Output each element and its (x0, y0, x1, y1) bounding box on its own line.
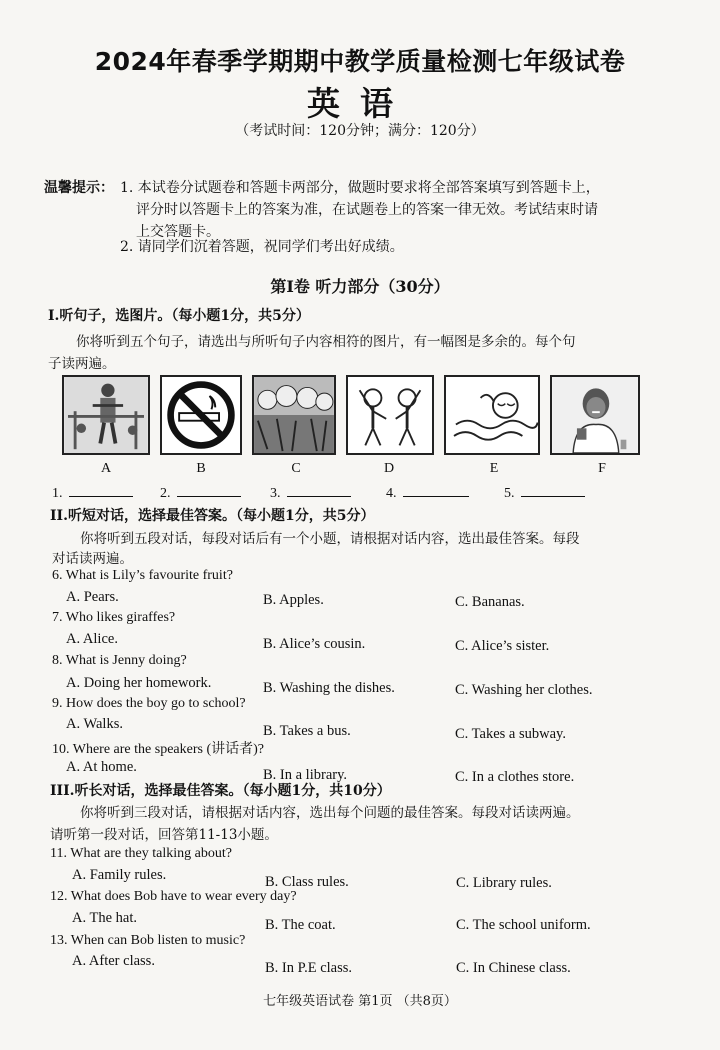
crowd-image (254, 377, 334, 453)
answer-blank[interactable]: 1. (52, 484, 133, 502)
tip-line: 1. 本试卷分试题卷和答题卡两部分，做题时要求将全部答案填写到答题卡上， (120, 180, 600, 196)
option-a[interactable]: A. Family rules. (72, 867, 167, 883)
question-10: 10. Where are the speakers (讲话者)? (52, 742, 264, 757)
people-fence-image (64, 377, 148, 453)
answer-blank[interactable]: 5. (504, 484, 585, 502)
option-b[interactable]: B. The coat. (265, 917, 336, 933)
picture-d (346, 375, 434, 455)
option-c[interactable]: C. In Chinese class. (456, 960, 571, 976)
option-a[interactable]: A. At home. (66, 759, 137, 775)
picture-label: E (489, 461, 499, 476)
picture-label: C (291, 461, 301, 476)
option-b[interactable]: B. Washing the dishes. (263, 680, 395, 696)
exam-meta: （考试时间：120分钟；满分：120分） (235, 123, 485, 139)
option-c[interactable]: C. The school uniform. (456, 917, 591, 933)
option-b[interactable]: B. Class rules. (265, 874, 349, 890)
option-a[interactable]: A. Pears. (66, 589, 119, 605)
part1-heading: I.听句子，选图片。（每小题1分，共5分） (48, 308, 310, 324)
option-c[interactable]: C. Takes a subway. (455, 726, 566, 742)
no-smoking-sign (162, 377, 240, 453)
option-b[interactable]: B. In a library. (263, 767, 348, 783)
picture-label: B (196, 461, 206, 476)
part3-instruction: 你将听到三段对话，请根据对话内容，选出每个问题的最佳答案。每段对话读两遍。 (80, 805, 580, 821)
part1-instruction: 你将听到五个句子，请选出与所听句子内容相符的图片，有一幅图是多余的。每个句 (76, 334, 576, 350)
part1-instruction: 子读两遍。 (48, 356, 116, 372)
picture-e (444, 375, 540, 455)
option-a[interactable]: A. After class. (72, 953, 155, 969)
boy-eating-image (552, 377, 638, 453)
option-a[interactable]: A. Alice. (66, 631, 118, 647)
option-c[interactable]: C. Washing her clothes. (455, 682, 593, 698)
question-13: 13. When can Bob listen to music? (50, 933, 246, 948)
picture-f (550, 375, 640, 455)
picture-b (160, 375, 242, 455)
part3-instruction: 请听第一段对话，回答第11-13小题。 (50, 827, 278, 843)
question-9: 9. How does the boy go to school? (52, 696, 246, 711)
part2-instruction: 对话读两遍。 (52, 551, 133, 567)
tips-label: 温馨提示： (44, 180, 114, 196)
part2-heading: II.听短对话，选择最佳答案。（每小题1分，共5分） (50, 508, 375, 524)
question-8: 8. What is Jenny doing? (52, 653, 187, 668)
picture-c (252, 375, 336, 455)
option-b[interactable]: B. Takes a bus. (263, 723, 351, 739)
option-c[interactable]: C. Alice’s sister. (455, 638, 550, 654)
answer-blank[interactable]: 4. (386, 484, 469, 502)
boy-swimming-image (446, 377, 538, 453)
picture-label: A (100, 461, 112, 476)
question-6: 6. What is Lily’s favourite fruit? (52, 568, 233, 583)
answer-blank[interactable]: 3. (270, 484, 351, 502)
answer-blank[interactable]: 2. (160, 484, 241, 502)
question-12: 12. What does Bob have to wear every day? (50, 889, 297, 904)
kids-exercising-image (348, 377, 432, 453)
option-c[interactable]: C. Library rules. (456, 875, 552, 891)
part3-heading: III.听长对话，选择最佳答案。（每小题1分，共10分） (50, 783, 391, 799)
question-7: 7. Who likes giraffes? (52, 610, 176, 625)
page-footer: 七年级英语试卷 第1页 （共8页） (263, 994, 457, 1009)
exam-subject: 英语 (307, 84, 413, 123)
tip-line: 评分时以答题卡上的答案为准，在试题卷上的答案一律无效。考试结束时请 (136, 202, 598, 218)
tip-line: 上交答题卡。 (136, 224, 220, 240)
picture-label: D (383, 461, 395, 476)
tip-line: 2. 请同学们沉着答题，祝同学们考出好成绩。 (120, 239, 404, 255)
question-11: 11. What are they talking about? (50, 846, 232, 861)
option-c[interactable]: C. Bananas. (455, 594, 525, 610)
section-title: 第Ⅰ卷 听力部分（30分） (270, 277, 450, 296)
option-a[interactable]: A. Walks. (66, 716, 123, 732)
option-b[interactable]: B. Apples. (263, 592, 324, 608)
picture-label: F (598, 461, 606, 476)
option-b[interactable]: B. In P.E class. (265, 960, 352, 976)
option-c[interactable]: C. In a clothes store. (455, 769, 575, 785)
option-b[interactable]: B. Alice’s cousin. (263, 636, 366, 652)
exam-title: 2024年春季学期期中教学质量检测七年级试卷 (94, 47, 626, 76)
option-a[interactable]: A. The hat. (72, 910, 137, 926)
picture-a (62, 375, 150, 455)
option-a[interactable]: A. Doing her homework. (66, 675, 212, 691)
part2-instruction: 你将听到五段对话，每段对话后有一个小题，请根据对话内容，选出最佳答案。每段 (80, 531, 580, 547)
